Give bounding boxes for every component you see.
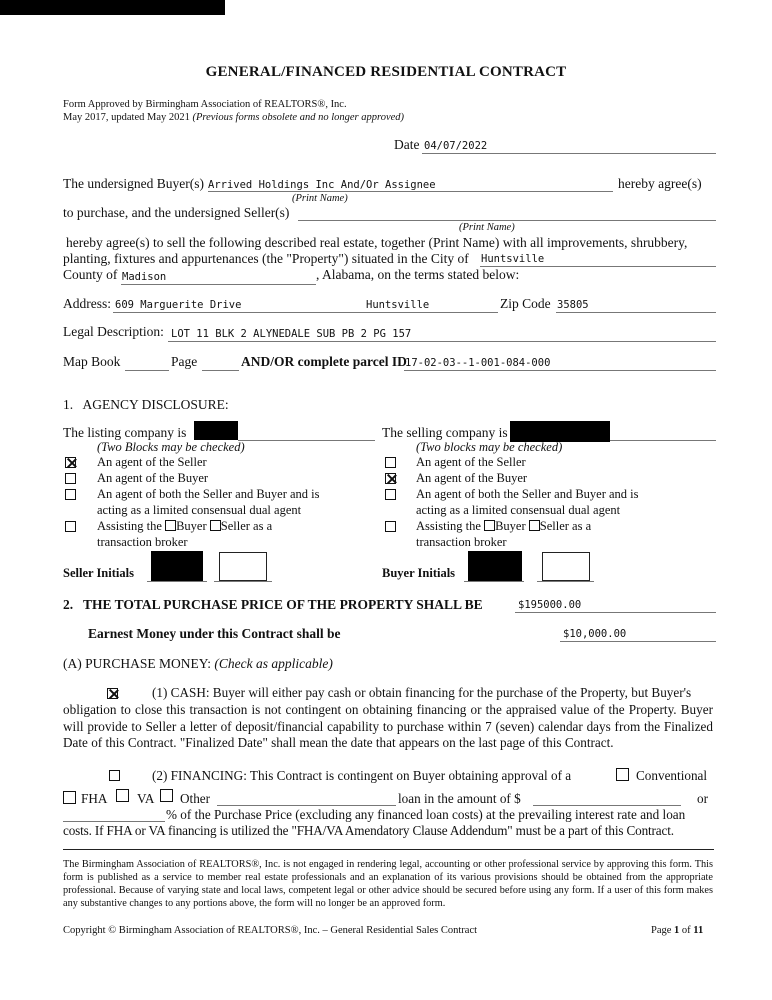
listing-agent-buyer-label: An agent of the Buyer bbox=[97, 471, 209, 485]
approval-note: (Previous forms obsolete and no longer approved) bbox=[192, 112, 405, 123]
selling-assisting-seller-label: Seller as a bbox=[539, 519, 592, 533]
percent-field[interactable] bbox=[63, 807, 165, 822]
parcel-field[interactable] bbox=[404, 356, 716, 371]
sell-paragraph-line-2: planting, fixtures and appurtenances (the "Property") situated in the City of bbox=[63, 251, 469, 266]
legal-label: Legal Description: bbox=[63, 324, 164, 339]
disclaimer-text: The Birmingham Association of REALTORS®, Inc. is not engaged in rendering legal, accounting or other professional service by approving this form. This form is published as a service to member real estate professionals and an explanation of its various provisions should be obtained from the appropriate professional. Because of varying state and local laws, competent legal or other advice should be secured before using any form. If a user of this form makes any substantive changes to any portions above, the form will no longer be an approved form. bbox=[63, 859, 713, 909]
purchase-price-value: $195000.00 bbox=[518, 599, 582, 611]
listing-assisting-line bbox=[97, 519, 272, 534]
footer-divider bbox=[63, 849, 714, 850]
selling-agent-buyer-checkbox[interactable] bbox=[385, 473, 396, 484]
selling-dual-label-2: acting as a limited consensual dual agent bbox=[416, 503, 621, 517]
purchase-money-line bbox=[63, 656, 333, 672]
mapbook-label: Map Book bbox=[63, 354, 121, 369]
selling-assisting-line bbox=[416, 519, 591, 534]
financing-line-3: % of the Purchase Price (excluding any financed loan costs) at the prevailing interest rate and loan bbox=[166, 807, 686, 822]
purchase-money-heading: (A) PURCHASE MONEY: bbox=[63, 656, 212, 671]
selling-transaction-broker: transaction broker bbox=[416, 535, 507, 549]
listing-dual-label-1: An agent of both the Seller and Buyer and is bbox=[97, 487, 320, 501]
address-field[interactable] bbox=[113, 298, 498, 313]
loan-amount-field[interactable] bbox=[533, 791, 681, 806]
selling-company-redaction bbox=[510, 421, 610, 442]
selling-company-label: The selling company is bbox=[382, 425, 508, 440]
page-number bbox=[651, 925, 703, 936]
page-total: 11 bbox=[693, 925, 704, 936]
date-label: Date bbox=[394, 137, 420, 152]
county-label: County of bbox=[63, 267, 118, 282]
date-value: 04/07/2022 bbox=[424, 140, 488, 152]
selling-dual-label-1: An agent of both the Seller and Buyer and is bbox=[416, 487, 639, 501]
financing-checkbox[interactable] bbox=[109, 770, 120, 781]
selling-note: (Two blocks may be checked) bbox=[416, 440, 563, 454]
cash-paragraph: obligation to close this transaction is not contingent on obtaining financing or the appraised value of the Property. Buyer will provide to Seller a letter of deposit/financial capability to purchase within 7 (seven) calendar days from the Finalized Date of this Contract. "Finalized Date" shall mean the date that appears on the last page of this Contract. bbox=[63, 702, 713, 750]
zip-field[interactable] bbox=[556, 298, 716, 313]
buyer-field[interactable] bbox=[208, 178, 613, 192]
listing-assisting-buyer-label: Buyer bbox=[176, 519, 207, 533]
print-name-label-1: (Print Name) bbox=[292, 193, 348, 204]
cash-line-1: (1) CASH: Buyer will either pay cash or obtain financing for the purchase of the Property, but Buyer's bbox=[152, 685, 692, 700]
address-value: 609 Marguerite Drive bbox=[115, 299, 242, 311]
listing-dual-agent-checkbox[interactable] bbox=[65, 489, 76, 500]
selling-assisting-checkbox[interactable] bbox=[385, 521, 396, 532]
approval-line-2 bbox=[63, 112, 404, 123]
page-prefix: Page bbox=[651, 925, 672, 936]
listing-note: (Two Blocks may be checked) bbox=[97, 440, 245, 454]
conventional-checkbox[interactable] bbox=[616, 768, 629, 781]
section2-heading: 2. THE TOTAL PURCHASE PRICE OF THE PROPERTY SHALL BE bbox=[63, 597, 483, 612]
sell-paragraph-line-1: hereby agree(s) to sell the following described real estate, together (Print Name) with all improvements, shrubbery, bbox=[66, 235, 688, 250]
listing-assisting-prefix: Assisting the bbox=[97, 519, 162, 533]
selling-company-field[interactable] bbox=[610, 427, 716, 441]
city-field[interactable] bbox=[480, 252, 716, 267]
mapbook-field[interactable] bbox=[125, 356, 169, 371]
buyer-lead: The undersigned Buyer(s) bbox=[63, 176, 204, 191]
listing-assisting-checkbox[interactable] bbox=[65, 521, 76, 532]
listing-agent-seller-checkbox[interactable] bbox=[65, 457, 76, 468]
seller-field[interactable] bbox=[298, 206, 716, 221]
loan-amount-label: loan in the amount of $ bbox=[398, 791, 521, 806]
other-loan-field[interactable] bbox=[217, 791, 396, 806]
listing-agent-buyer-checkbox[interactable] bbox=[65, 473, 76, 484]
earnest-field[interactable] bbox=[560, 627, 716, 642]
listing-assisting-buyer-checkbox[interactable] bbox=[165, 520, 176, 531]
va-label: VA bbox=[137, 791, 155, 806]
approval-line-1: Form Approved by Birmingham Association of REALTORS®, Inc. bbox=[63, 99, 347, 110]
agree-text: hereby agree(s) bbox=[618, 176, 702, 191]
earnest-label: Earnest Money under this Contract shall be bbox=[88, 626, 341, 641]
city-value: Huntsville bbox=[481, 253, 545, 265]
county-field[interactable] bbox=[121, 270, 316, 285]
copyright-text: Copyright © Birmingham Association of REALTORS®, Inc. – General Residential Sales Contract bbox=[63, 925, 478, 936]
selling-assisting-seller-checkbox[interactable] bbox=[529, 520, 540, 531]
section1-heading: 1. AGENCY DISCLOSURE: bbox=[63, 397, 229, 412]
listing-company-redaction bbox=[194, 421, 238, 440]
selling-agent-buyer-label: An agent of the Buyer bbox=[416, 471, 528, 485]
selling-assisting-buyer-label: Buyer bbox=[495, 519, 526, 533]
redaction-bar bbox=[0, 0, 225, 15]
cash-checkbox[interactable] bbox=[107, 688, 118, 699]
buyer-initials-label: Buyer Initials bbox=[382, 566, 456, 580]
page-current: 1 bbox=[674, 925, 680, 936]
earnest-value: $10,000.00 bbox=[563, 628, 627, 640]
listing-assisting-seller-checkbox[interactable] bbox=[210, 520, 221, 531]
page-of: of bbox=[681, 925, 691, 936]
parcel-value: 17-02-03--1-001-084-000 bbox=[405, 357, 551, 369]
listing-agent-seller-label: An agent of the Seller bbox=[97, 455, 207, 469]
seller-initial-field-2 bbox=[214, 566, 272, 582]
seller-initials-label: Seller Initials bbox=[63, 566, 134, 580]
page-label: Page bbox=[171, 354, 198, 369]
other-checkbox[interactable] bbox=[160, 789, 173, 802]
seller-lead: to purchase, and the undersigned Seller(s) bbox=[63, 205, 290, 220]
purchase-price-field[interactable] bbox=[515, 598, 716, 613]
address-city-value: Huntsville bbox=[366, 299, 430, 311]
zip-value: 35805 bbox=[557, 299, 589, 311]
listing-assisting-seller-label: Seller as a bbox=[220, 519, 273, 533]
listing-company-field[interactable] bbox=[238, 427, 375, 441]
zip-label: Zip Code bbox=[500, 296, 551, 311]
selling-agent-seller-checkbox[interactable] bbox=[385, 457, 396, 468]
address-label: Address: bbox=[63, 296, 111, 311]
financing-line-1: (2) FINANCING: This Contract is contingent on Buyer obtaining approval of a bbox=[152, 768, 572, 783]
purchase-money-note: (Check as applicable) bbox=[214, 656, 333, 671]
or-text: or bbox=[697, 791, 708, 806]
financing-line-4: costs. If FHA or VA financing is utilized the "FHA/VA Amendatory Clause Addendum" must be a part of this Contract. bbox=[63, 823, 674, 838]
selling-assisting-buyer-checkbox[interactable] bbox=[484, 520, 495, 531]
print-name-label-2: (Print Name) bbox=[459, 222, 515, 233]
selling-assisting-prefix: Assisting the bbox=[416, 519, 481, 533]
seller-initial-redaction bbox=[151, 551, 203, 581]
legal-field[interactable] bbox=[168, 327, 716, 342]
date-field[interactable] bbox=[422, 140, 716, 154]
page-field[interactable] bbox=[202, 356, 239, 371]
listing-dual-label-2: acting as a limited consensual dual agent bbox=[97, 503, 302, 517]
selling-dual-agent-checkbox[interactable] bbox=[385, 489, 396, 500]
listing-company-label: The listing company is bbox=[63, 425, 187, 440]
county-value: Madison bbox=[122, 271, 167, 283]
approval-date: May 2017, updated May 2021 bbox=[63, 112, 190, 123]
listing-transaction-broker: transaction broker bbox=[97, 535, 188, 549]
page-title: GENERAL/FINANCED RESIDENTIAL CONTRACT bbox=[205, 64, 567, 80]
parcel-label: AND/OR complete parcel ID bbox=[241, 354, 407, 369]
selling-agent-seller-label: An agent of the Seller bbox=[416, 455, 526, 469]
buyer-initial-field-2 bbox=[537, 566, 594, 582]
other-label: Other bbox=[180, 791, 211, 806]
buyer-value: Arrived Holdings Inc And/Or Assignee bbox=[208, 179, 436, 191]
va-checkbox[interactable] bbox=[116, 789, 129, 802]
legal-value: LOT 11 BLK 2 ALYNEDALE SUB PB 2 PG 157 bbox=[171, 328, 412, 340]
conventional-label: Conventional bbox=[636, 768, 708, 783]
fha-checkbox[interactable] bbox=[63, 791, 76, 804]
fha-label: FHA bbox=[81, 791, 108, 806]
buyer-initial-redaction bbox=[468, 551, 522, 581]
county-suffix: , Alabama, on the terms stated below: bbox=[316, 267, 520, 282]
